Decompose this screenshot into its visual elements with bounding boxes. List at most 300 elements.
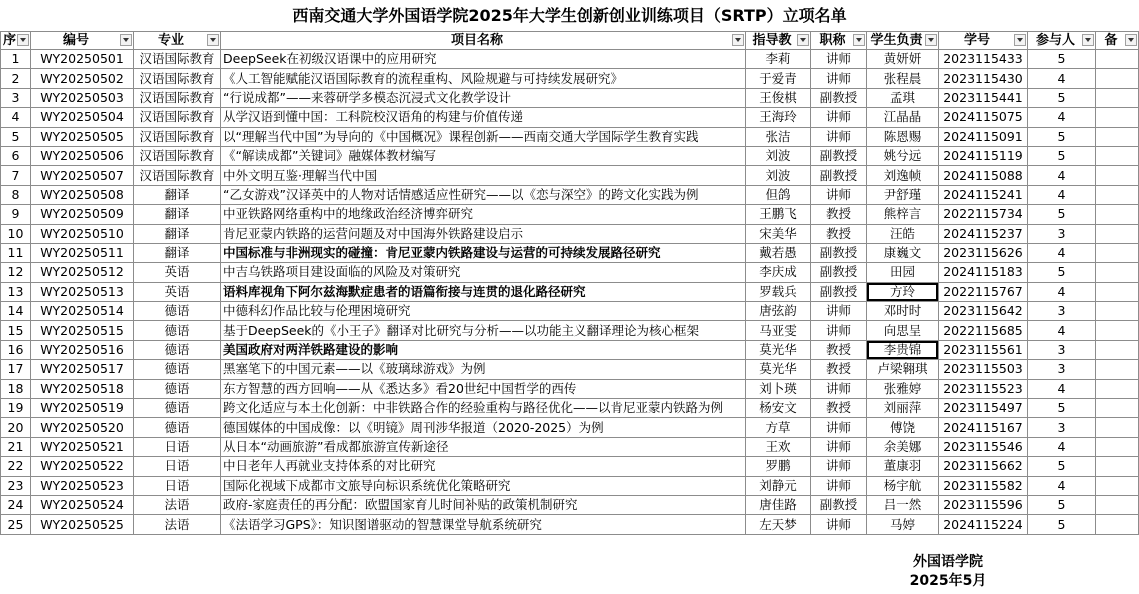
cell-student-id[interactable]: 2023115596	[939, 495, 1028, 514]
cell-member-count[interactable]: 5	[1028, 88, 1096, 107]
cell-advisor-title[interactable]: 讲师	[811, 108, 867, 127]
cell-major[interactable]: 法语	[134, 515, 221, 534]
filter-dropdown-button[interactable]	[17, 34, 29, 46]
cell-advisor-title[interactable]: 副教授	[811, 166, 867, 185]
filter-dropdown-button[interactable]	[853, 34, 865, 46]
cell-seq[interactable]: 17	[1, 360, 31, 379]
table-row[interactable]	[1, 476, 1139, 495]
cell-seq[interactable]: 6	[1, 146, 31, 165]
cell-project-code[interactable]: WY20250512	[31, 263, 134, 282]
cell-major[interactable]: 日语	[134, 437, 221, 456]
cell-advisor-title[interactable]: 副教授	[811, 263, 867, 282]
cell-project-name[interactable]: 语料库视角下阿尔兹海默症患者的语篇衔接与连贯的退化路径研究	[221, 282, 746, 301]
footer-organization[interactable]: 外国语学院	[913, 554, 983, 570]
cell-advisor-title[interactable]: 讲师	[811, 476, 867, 495]
table-row[interactable]	[1, 418, 1139, 437]
cell-student-id[interactable]: 2023115523	[939, 379, 1028, 398]
cell-project-code[interactable]: WY20250502	[31, 69, 134, 88]
cell-project-name[interactable]: 黑塞笔下的中国元素——以《玻璃球游戏》为例	[221, 360, 746, 379]
cell-note[interactable]	[1096, 243, 1139, 262]
cell-student-lead[interactable]: 方玲	[867, 282, 939, 301]
cell-advisor[interactable]: 刘静元	[746, 476, 811, 495]
cell-major[interactable]: 日语	[134, 457, 221, 476]
cell-project-name[interactable]: 《法语学习GPS》：知识图谱驱动的智慧课堂导航系统研究	[221, 515, 746, 534]
cell-seq[interactable]: 10	[1, 224, 31, 243]
cell-project-code[interactable]: WY20250509	[31, 205, 134, 224]
cell-student-lead[interactable]: 刘丽萍	[867, 399, 939, 418]
cell-member-count[interactable]: 4	[1028, 321, 1096, 340]
cell-advisor-title[interactable]: 副教授	[811, 282, 867, 301]
cell-advisor[interactable]: 罗鹏	[746, 457, 811, 476]
cell-seq[interactable]: 5	[1, 127, 31, 146]
table-row[interactable]	[1, 282, 1139, 301]
cell-note[interactable]	[1096, 282, 1139, 301]
column-header-project-name[interactable]	[221, 32, 746, 50]
cell-member-count[interactable]: 5	[1028, 146, 1096, 165]
cell-note[interactable]	[1096, 50, 1139, 69]
cell-advisor-title[interactable]: 教授	[811, 340, 867, 359]
cell-note[interactable]	[1096, 399, 1139, 418]
cell-advisor[interactable]: 戴若愚	[746, 243, 811, 262]
cell-major[interactable]: 汉语国际教育	[134, 166, 221, 185]
cell-advisor[interactable]: 李莉	[746, 50, 811, 69]
cell-project-code[interactable]: WY20250507	[31, 166, 134, 185]
cell-student-id[interactable]: 2024115088	[939, 166, 1028, 185]
table-row[interactable]	[1, 146, 1139, 165]
cell-member-count[interactable]: 4	[1028, 185, 1096, 204]
cell-student-lead[interactable]: 陈恩赐	[867, 127, 939, 146]
cell-advisor[interactable]: 左天梦	[746, 515, 811, 534]
cell-advisor[interactable]: 罗载兵	[746, 282, 811, 301]
column-header-member-count[interactable]	[1028, 32, 1096, 50]
cell-student-lead[interactable]: 康巍文	[867, 243, 939, 262]
table-row[interactable]	[1, 340, 1139, 359]
cell-note[interactable]	[1096, 457, 1139, 476]
cell-major[interactable]: 德语	[134, 321, 221, 340]
cell-member-count[interactable]: 4	[1028, 437, 1096, 456]
cell-major[interactable]: 翻译	[134, 185, 221, 204]
cell-seq[interactable]: 4	[1, 108, 31, 127]
cell-project-code[interactable]: WY20250523	[31, 476, 134, 495]
table-row[interactable]	[1, 69, 1139, 88]
cell-major[interactable]: 翻译	[134, 205, 221, 224]
cell-project-code[interactable]: WY20250513	[31, 282, 134, 301]
cell-project-code[interactable]: WY20250511	[31, 243, 134, 262]
cell-note[interactable]	[1096, 340, 1139, 359]
filter-dropdown-button[interactable]	[797, 34, 809, 46]
cell-project-code[interactable]: WY20250525	[31, 515, 134, 534]
cell-project-code[interactable]: WY20250505	[31, 127, 134, 146]
cell-student-id[interactable]: 2024115237	[939, 224, 1028, 243]
sheet-title[interactable]: 西南交通大学外国语学院2025年大学生创新创业训练项目（SRTP）立项名单	[292, 6, 847, 25]
column-header-seq[interactable]	[1, 32, 31, 50]
cell-student-id[interactable]: 2024115167	[939, 418, 1028, 437]
cell-project-code[interactable]: WY20250506	[31, 146, 134, 165]
table-row[interactable]	[1, 224, 1139, 243]
cell-major[interactable]: 英语	[134, 263, 221, 282]
cell-advisor-title[interactable]: 教授	[811, 205, 867, 224]
cell-advisor-title[interactable]: 讲师	[811, 418, 867, 437]
table-row[interactable]	[1, 185, 1139, 204]
chevron-down-icon	[735, 38, 741, 42]
cell-project-code[interactable]: WY20250524	[31, 495, 134, 514]
cell-student-lead[interactable]: 杨宇航	[867, 476, 939, 495]
cell-student-id[interactable]: 2023115626	[939, 243, 1028, 262]
cell-seq[interactable]: 15	[1, 321, 31, 340]
filter-dropdown-button[interactable]	[120, 34, 132, 46]
table-row[interactable]	[1, 495, 1139, 514]
cell-seq[interactable]: 1	[1, 50, 31, 69]
cell-student-id[interactable]: 2023115582	[939, 476, 1028, 495]
filter-dropdown-button[interactable]	[207, 34, 219, 46]
cell-note[interactable]	[1096, 205, 1139, 224]
cell-project-name[interactable]: 《“解读成都”关键词》融媒体教材编写	[221, 146, 746, 165]
cell-project-name[interactable]: 基于DeepSeek的《小王子》翻译对比研究与分析——以功能主义翻译理论为核心框架	[221, 321, 746, 340]
cell-project-name[interactable]: DeepSeek在初级汉语课中的应用研究	[221, 50, 746, 69]
cell-major[interactable]: 汉语国际教育	[134, 146, 221, 165]
cell-project-name[interactable]: 中日老年人再就业支持体系的对比研究	[221, 457, 746, 476]
cell-student-id[interactable]: 2024115075	[939, 108, 1028, 127]
cell-advisor[interactable]: 刘波	[746, 166, 811, 185]
filter-dropdown-button[interactable]	[1014, 34, 1026, 46]
cell-seq[interactable]: 16	[1, 340, 31, 359]
cell-member-count[interactable]: 4	[1028, 166, 1096, 185]
cell-major[interactable]: 德语	[134, 340, 221, 359]
cell-member-count[interactable]: 4	[1028, 108, 1096, 127]
table-row[interactable]	[1, 50, 1139, 69]
cell-advisor[interactable]: 王俊棋	[746, 88, 811, 107]
cell-seq[interactable]: 14	[1, 302, 31, 321]
cell-seq[interactable]: 9	[1, 205, 31, 224]
table-row[interactable]	[1, 457, 1139, 476]
cell-project-code[interactable]: WY20250522	[31, 457, 134, 476]
cell-note[interactable]	[1096, 476, 1139, 495]
cell-seq[interactable]: 12	[1, 263, 31, 282]
cell-student-lead[interactable]: 李贵锦	[867, 340, 939, 359]
footer-date[interactable]: 2025年5月	[909, 573, 987, 589]
table-row[interactable]	[1, 515, 1139, 534]
table-row[interactable]	[1, 399, 1139, 418]
cell-seq[interactable]: 8	[1, 185, 31, 204]
cell-student-lead[interactable]: 向思呈	[867, 321, 939, 340]
cell-student-id[interactable]: 2023115561	[939, 340, 1028, 359]
cell-note[interactable]	[1096, 166, 1139, 185]
table-row[interactable]	[1, 166, 1139, 185]
cell-student-id[interactable]: 2023115546	[939, 437, 1028, 456]
cell-student-id[interactable]: 2024115224	[939, 515, 1028, 534]
cell-project-code[interactable]: WY20250515	[31, 321, 134, 340]
cell-project-code[interactable]: WY20250501	[31, 50, 134, 69]
cell-advisor-title[interactable]: 副教授	[811, 495, 867, 514]
cell-seq[interactable]: 20	[1, 418, 31, 437]
filter-dropdown-button[interactable]	[1125, 34, 1137, 46]
cell-note[interactable]	[1096, 360, 1139, 379]
cell-advisor[interactable]: 马亚雯	[746, 321, 811, 340]
cell-note[interactable]	[1096, 495, 1139, 514]
cell-project-code[interactable]: WY20250521	[31, 437, 134, 456]
cell-major[interactable]: 德语	[134, 418, 221, 437]
cell-seq[interactable]: 2	[1, 69, 31, 88]
cell-project-name[interactable]: 从学汉语到懂中国：工科院校汉语角的构建与价值传递	[221, 108, 746, 127]
cell-project-code[interactable]: WY20250520	[31, 418, 134, 437]
cell-advisor-title[interactable]: 讲师	[811, 50, 867, 69]
cell-major[interactable]: 汉语国际教育	[134, 108, 221, 127]
cell-seq[interactable]: 24	[1, 495, 31, 514]
column-header-code[interactable]	[31, 32, 134, 50]
cell-major[interactable]: 汉语国际教育	[134, 69, 221, 88]
cell-seq[interactable]: 23	[1, 476, 31, 495]
cell-major[interactable]: 德语	[134, 399, 221, 418]
cell-note[interactable]	[1096, 146, 1139, 165]
cell-note[interactable]	[1096, 379, 1139, 398]
cell-project-name[interactable]: 中德科幻作品比较与伦理困境研究	[221, 302, 746, 321]
cell-advisor[interactable]: 王鹏飞	[746, 205, 811, 224]
cell-member-count[interactable]: 3	[1028, 302, 1096, 321]
cell-advisor-title[interactable]: 讲师	[811, 302, 867, 321]
cell-project-name[interactable]: 跨文化适应与本土化创新：中非铁路合作的经验重构与路径优化——以肯尼亚蒙内铁路为例	[221, 399, 746, 418]
cell-note[interactable]	[1096, 224, 1139, 243]
cell-student-lead[interactable]: 张雅婷	[867, 379, 939, 398]
cell-student-lead[interactable]: 余美娜	[867, 437, 939, 456]
cell-advisor-title[interactable]: 讲师	[811, 69, 867, 88]
cell-student-lead[interactable]: 汪皓	[867, 224, 939, 243]
cell-advisor[interactable]: 李庆成	[746, 263, 811, 282]
cell-project-code[interactable]: WY20250518	[31, 379, 134, 398]
cell-project-name[interactable]: 国际化视域下成都市文旅导向标识系统优化策略研究	[221, 476, 746, 495]
cell-project-name[interactable]: 中吉乌铁路项目建设面临的风险及对策研究	[221, 263, 746, 282]
cell-advisor[interactable]: 王欢	[746, 437, 811, 456]
cell-project-name[interactable]: 从日本“动画旅游”看成都旅游宣传新途径	[221, 437, 746, 456]
cell-advisor-title[interactable]: 讲师	[811, 437, 867, 456]
cell-major[interactable]: 德语	[134, 302, 221, 321]
cell-member-count[interactable]: 4	[1028, 243, 1096, 262]
cell-project-code[interactable]: WY20250516	[31, 340, 134, 359]
cell-seq[interactable]: 21	[1, 437, 31, 456]
cell-advisor[interactable]: 王海玲	[746, 108, 811, 127]
cell-major[interactable]: 法语	[134, 495, 221, 514]
cell-project-name[interactable]: 《人工智能赋能汉语国际教育的流程重构、风险规避与可持续发展研究》	[221, 69, 746, 88]
cell-project-name[interactable]: 中外文明互鉴·理解当代中国	[221, 166, 746, 185]
cell-member-count[interactable]: 5	[1028, 263, 1096, 282]
cell-member-count[interactable]: 3	[1028, 418, 1096, 437]
cell-major[interactable]: 汉语国际教育	[134, 88, 221, 107]
cell-seq[interactable]: 13	[1, 282, 31, 301]
cell-member-count[interactable]: 5	[1028, 127, 1096, 146]
cell-note[interactable]	[1096, 263, 1139, 282]
cell-student-lead[interactable]: 孟琪	[867, 88, 939, 107]
column-header-advisor-title[interactable]	[811, 32, 867, 50]
cell-project-code[interactable]: WY20250503	[31, 88, 134, 107]
filter-dropdown-button[interactable]	[925, 34, 937, 46]
cell-student-id[interactable]: 2022115734	[939, 205, 1028, 224]
filter-dropdown-button[interactable]	[1082, 34, 1094, 46]
cell-student-id[interactable]: 2022115685	[939, 321, 1028, 340]
cell-student-id[interactable]: 2024115241	[939, 185, 1028, 204]
cell-member-count[interactable]: 3	[1028, 224, 1096, 243]
cell-major[interactable]: 翻译	[134, 224, 221, 243]
cell-note[interactable]	[1096, 515, 1139, 534]
table-row[interactable]	[1, 108, 1139, 127]
cell-major[interactable]: 德语	[134, 360, 221, 379]
cell-project-code[interactable]: WY20250514	[31, 302, 134, 321]
cell-advisor[interactable]: 莫光华	[746, 360, 811, 379]
cell-member-count[interactable]: 3	[1028, 360, 1096, 379]
table-row[interactable]	[1, 302, 1139, 321]
cell-project-name[interactable]: 中国标准与非洲现实的碰撞：肯尼亚蒙内铁路建设与运营的可持续发展路径研究	[221, 243, 746, 262]
column-header-major[interactable]	[134, 32, 221, 50]
cell-seq[interactable]: 18	[1, 379, 31, 398]
cell-member-count[interactable]: 5	[1028, 495, 1096, 514]
table-row[interactable]	[1, 243, 1139, 262]
cell-seq[interactable]: 25	[1, 515, 31, 534]
column-header-label: 学生负责	[870, 32, 923, 48]
cell-advisor-title[interactable]: 讲师	[811, 515, 867, 534]
cell-student-id[interactable]: 2023115433	[939, 50, 1028, 69]
column-header-student-lead[interactable]	[867, 32, 939, 50]
cell-major[interactable]: 翻译	[134, 243, 221, 262]
cell-student-lead[interactable]: 董康羽	[867, 457, 939, 476]
cell-member-count[interactable]: 4	[1028, 476, 1096, 495]
table-row[interactable]	[1, 205, 1139, 224]
cell-project-name[interactable]: “乙女游戏”汉译英中的人物对话情感适应性研究——以《恋与深空》的跨文化实践为例	[221, 185, 746, 204]
cell-project-name[interactable]: 德国媒体的中国成像：以《明镜》周刊涉华报道（2020-2025）为例	[221, 418, 746, 437]
cell-advisor[interactable]: 唐佳路	[746, 495, 811, 514]
cell-project-code[interactable]: WY20250510	[31, 224, 134, 243]
cell-seq[interactable]: 22	[1, 457, 31, 476]
column-header-student-id[interactable]	[939, 32, 1028, 50]
cell-student-id[interactable]: 2022115767	[939, 282, 1028, 301]
cell-member-count[interactable]: 4	[1028, 69, 1096, 88]
cell-seq[interactable]: 7	[1, 166, 31, 185]
cell-advisor-title[interactable]: 讲师	[811, 321, 867, 340]
cell-note[interactable]	[1096, 108, 1139, 127]
cell-student-lead[interactable]: 尹舒瑾	[867, 185, 939, 204]
table-row[interactable]	[1, 88, 1139, 107]
cell-student-lead[interactable]: 马婷	[867, 515, 939, 534]
cell-advisor[interactable]: 刘波	[746, 146, 811, 165]
table-row[interactable]	[1, 127, 1139, 146]
cell-note[interactable]	[1096, 185, 1139, 204]
cell-student-lead[interactable]: 傅饶	[867, 418, 939, 437]
cell-student-lead[interactable]: 卢梁翱琪	[867, 360, 939, 379]
cell-student-id[interactable]: 2023115441	[939, 88, 1028, 107]
cell-member-count[interactable]: 5	[1028, 515, 1096, 534]
cell-student-lead[interactable]: 吕一然	[867, 495, 939, 514]
cell-student-lead[interactable]: 张程晨	[867, 69, 939, 88]
cell-advisor-title[interactable]: 副教授	[811, 146, 867, 165]
cell-advisor-title[interactable]: 副教授	[811, 243, 867, 262]
cell-member-count[interactable]: 4	[1028, 379, 1096, 398]
cell-note[interactable]	[1096, 418, 1139, 437]
cell-project-code[interactable]: WY20250519	[31, 399, 134, 418]
table-row[interactable]	[1, 263, 1139, 282]
cell-advisor-title[interactable]: 讲师	[811, 127, 867, 146]
cell-student-lead[interactable]: 邓时时	[867, 302, 939, 321]
table-row[interactable]	[1, 360, 1139, 379]
cell-advisor[interactable]: 杨安文	[746, 399, 811, 418]
table-row[interactable]	[1, 379, 1139, 398]
cell-project-name[interactable]: 中亚铁路网络重构中的地缘政治经济博弈研究	[221, 205, 746, 224]
cell-project-name[interactable]: 美国政府对两洋铁路建设的影响	[221, 340, 746, 359]
cell-student-id[interactable]: 2024115183	[939, 263, 1028, 282]
cell-advisor-title[interactable]: 讲师	[811, 457, 867, 476]
cell-advisor-title[interactable]: 副教授	[811, 88, 867, 107]
cell-student-lead[interactable]: 田园	[867, 263, 939, 282]
cell-member-count[interactable]: 5	[1028, 50, 1096, 69]
table-row[interactable]	[1, 437, 1139, 456]
cell-advisor[interactable]: 唐弦韵	[746, 302, 811, 321]
cell-member-count[interactable]: 5	[1028, 399, 1096, 418]
cell-note[interactable]	[1096, 302, 1139, 321]
cell-note[interactable]	[1096, 88, 1139, 107]
cell-advisor[interactable]: 于爱青	[746, 69, 811, 88]
cell-advisor-title[interactable]: 讲师	[811, 185, 867, 204]
cell-note[interactable]	[1096, 69, 1139, 88]
cell-member-count[interactable]: 4	[1028, 282, 1096, 301]
cell-major[interactable]: 日语	[134, 476, 221, 495]
cell-project-code[interactable]: WY20250517	[31, 360, 134, 379]
cell-project-name[interactable]: “行说成都”——来蓉研学多模态沉浸式文化教学设计	[221, 88, 746, 107]
cell-member-count[interactable]: 3	[1028, 340, 1096, 359]
cell-project-name[interactable]: 政府-家庭责任的再分配：欧盟国家育儿时间补贴的政策机制研究	[221, 495, 746, 514]
cell-student-lead[interactable]: 熊梓言	[867, 205, 939, 224]
cell-advisor[interactable]: 张洁	[746, 127, 811, 146]
cell-student-id[interactable]: 2023115497	[939, 399, 1028, 418]
cell-major[interactable]: 英语	[134, 282, 221, 301]
cell-student-id[interactable]: 2024115091	[939, 127, 1028, 146]
cell-major[interactable]: 汉语国际教育	[134, 50, 221, 69]
column-header-advisor[interactable]	[746, 32, 811, 50]
cell-member-count[interactable]: 5	[1028, 205, 1096, 224]
cell-seq[interactable]: 3	[1, 88, 31, 107]
filter-dropdown-button[interactable]	[732, 34, 744, 46]
cell-project-name[interactable]: 以“理解当代中国”为导向的《中国概况》课程创新——西南交通大学国际学生教育实践	[221, 127, 746, 146]
cell-note[interactable]	[1096, 321, 1139, 340]
cell-project-name[interactable]: 肯尼亚蒙内铁路的运营问题及对中国海外铁路建设启示	[221, 224, 746, 243]
cell-advisor-title[interactable]: 教授	[811, 360, 867, 379]
cell-student-lead[interactable]: 江晶晶	[867, 108, 939, 127]
cell-seq[interactable]: 19	[1, 399, 31, 418]
cell-major[interactable]: 汉语国际教育	[134, 127, 221, 146]
cell-project-name[interactable]: 东方智慧的西方回响——从《悉达多》看20世纪中国哲学的西传	[221, 379, 746, 398]
cell-project-code[interactable]: WY20250508	[31, 185, 134, 204]
cell-note[interactable]	[1096, 437, 1139, 456]
cell-advisor-title[interactable]: 讲师	[811, 379, 867, 398]
cell-advisor[interactable]: 方草	[746, 418, 811, 437]
table-row[interactable]	[1, 321, 1139, 340]
cell-seq[interactable]: 11	[1, 243, 31, 262]
cell-student-id[interactable]: 2023115642	[939, 302, 1028, 321]
cell-advisor[interactable]: 莫光华	[746, 340, 811, 359]
cell-advisor[interactable]: 宋美华	[746, 224, 811, 243]
cell-advisor-title[interactable]: 教授	[811, 399, 867, 418]
cell-major[interactable]: 德语	[134, 379, 221, 398]
cell-student-id[interactable]: 2023115503	[939, 360, 1028, 379]
cell-student-id[interactable]: 2023115662	[939, 457, 1028, 476]
cell-advisor-title[interactable]: 教授	[811, 224, 867, 243]
cell-advisor[interactable]: 刘卜瑛	[746, 379, 811, 398]
cell-project-code[interactable]: WY20250504	[31, 108, 134, 127]
cell-student-lead[interactable]: 刘逸帧	[867, 166, 939, 185]
cell-student-id[interactable]: 2023115430	[939, 69, 1028, 88]
cell-student-lead[interactable]: 黄妍妍	[867, 50, 939, 69]
column-header-note[interactable]	[1096, 32, 1139, 50]
cell-student-lead[interactable]: 姚兮远	[867, 146, 939, 165]
cell-advisor[interactable]: 但鸽	[746, 185, 811, 204]
cell-student-id[interactable]: 2024115119	[939, 146, 1028, 165]
cell-note[interactable]	[1096, 127, 1139, 146]
cell-member-count[interactable]: 5	[1028, 457, 1096, 476]
